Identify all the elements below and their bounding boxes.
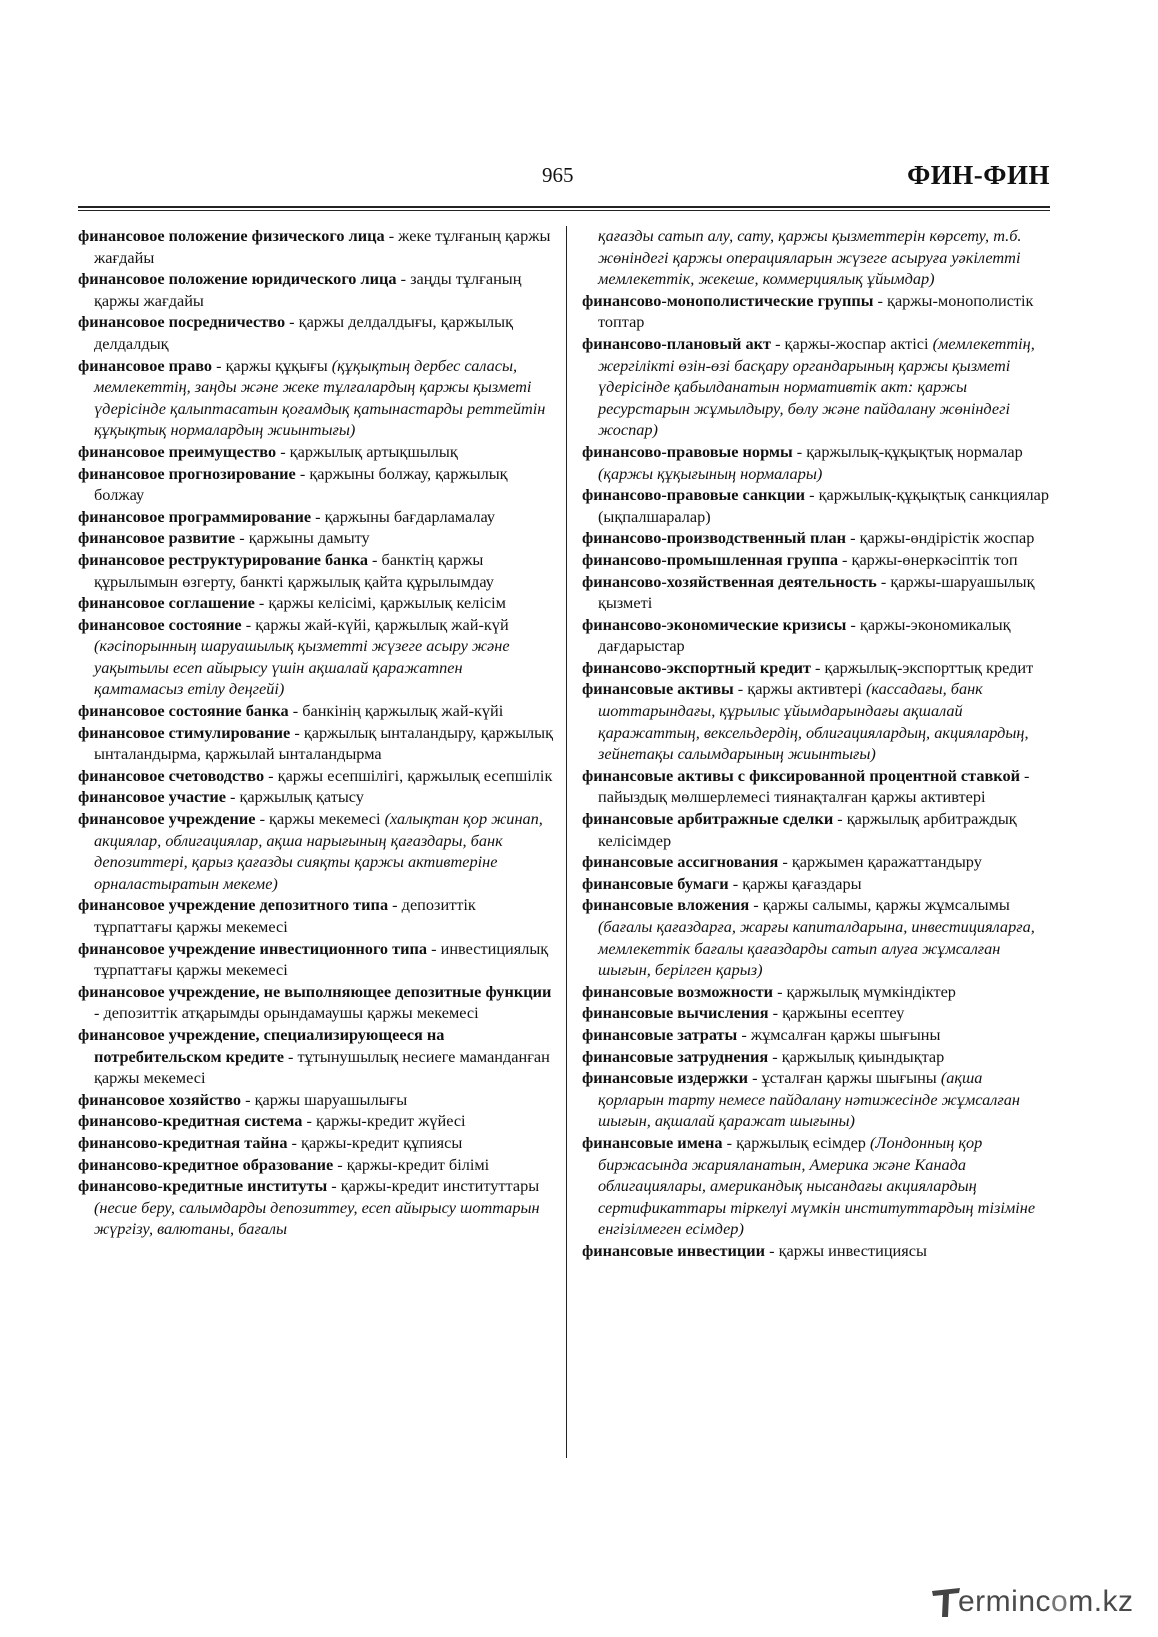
entry-definition: - қаржы инвестициясы (765, 1240, 927, 1260)
dictionary-entry (582, 549, 1050, 571)
left-column (78, 225, 554, 1240)
dictionary-entry (78, 1154, 554, 1176)
dictionary-entry (582, 1240, 1050, 1262)
dictionary-entry (78, 549, 554, 592)
dictionary-entry (582, 1046, 1050, 1068)
continued-explanation: қағазды сатып алу, сату, қаржы қызметтерін көрсету, т.б. жөніндегі қаржы операцияларын жүзеге асыруға уәкілетті мемлекеттік, жекеше, коммерциялық ұйымдар) (598, 226, 1022, 289)
dictionary-entry (78, 722, 554, 765)
dictionary-entry (78, 938, 554, 981)
entry-term: финансовые затраты (582, 1024, 738, 1044)
entry-definition: - қаржы-экономикалық дағдарыстар (598, 614, 1011, 656)
entry-term: финансово-плановый акт (582, 333, 771, 353)
entry-term: финансово-кредитные институты (78, 1176, 328, 1196)
entry-term: финансовое учреждение (78, 809, 256, 829)
dictionary-entry (78, 1132, 554, 1154)
entry-term: финансовые активы с фиксированной процентной ставкой (582, 765, 1020, 785)
entry-term: финансово-кредитное образование (78, 1154, 334, 1174)
running-head: ФИН-ФИН (907, 160, 1050, 190)
dictionary-entry (582, 678, 1050, 764)
dictionary-entry (78, 225, 554, 268)
entry-term: финансовое положение юридического лица (78, 269, 397, 289)
entry-definition: - қаржылық-құқықтық нормалар (792, 441, 1023, 461)
dictionary-entry (582, 1132, 1050, 1240)
entry-explanation: (қаржы құқығының нормалары) (598, 463, 823, 483)
entry-definition: - тұтынушылық несиеге маманданған қаржы мекемесі (94, 1046, 550, 1088)
dictionary-entry (78, 765, 554, 787)
dictionary-entry (78, 700, 554, 722)
entry-definition: - қаржымен қаражаттандыру (778, 852, 982, 872)
entry-explanation: (Лондонның қор биржасында жарияланатын, Америка және Канада облигациялары, американдық нысандағы акциялардың сертификаттары тіркелуі мүмкін институттардың тізіміне енгізілмеген есімдер) (598, 1132, 1036, 1239)
entry-term: финансовое учреждение, не выполняющее депозитные функции (78, 981, 552, 1001)
entry-term: финансовые бумаги (582, 873, 729, 893)
dictionary-entry (582, 981, 1050, 1003)
entry-definition: - қаржы мекемесі (255, 809, 385, 829)
entry-definition: - қаржылық мүмкіндіктер (773, 981, 956, 1001)
entry-term: финансово-экономические кризисы (582, 614, 847, 634)
entry-definition: - қаржы активтері (733, 679, 866, 699)
dictionary-entry (78, 614, 554, 700)
entry-definition: - қаржы келісімі, қаржылық келісім (254, 593, 506, 613)
entry-term: финансовое учреждение депозитного типа (78, 895, 389, 915)
entry-term: финансово-кредитная тайна (78, 1132, 288, 1152)
entry-term: финансовые арбитражные сделки (582, 809, 834, 829)
entry-term: финансово-промышленная группа (582, 549, 838, 569)
header-rule (78, 206, 1050, 208)
entry-definition: - қаржылық-құқықтық санкциялар (ықпалшаралар) (598, 485, 1049, 526)
entry-explanation: (несие беру, салымдарды депозиттеу, есеп айырысу шоттарын жүргізу, валютаны, бағалы (94, 1197, 540, 1239)
entry-definition: - депозиттік тұрпаттағы қаржы мекемесі (94, 895, 476, 936)
entry-term: финансовые затруднения (582, 1046, 769, 1066)
dictionary-entry (78, 506, 554, 528)
right-column (582, 225, 1050, 1262)
entry-explanation: (құқықтың дербес саласы, мемлекеттің, заңды және жеке тұлғалардың қаржы қызметі үдерісінде қалыптасатын қоғамдық қатынастарды реттейтін құқықтық нормалардың жиынтығы) (94, 355, 546, 440)
dictionary-entry (78, 592, 554, 614)
entry-definition: - инвестициялық тұрпаттағы қаржы мекемесі (94, 938, 549, 980)
entry-term: финансовое состояние банка (78, 701, 289, 721)
dictionary-entry (582, 333, 1050, 441)
entry-definition: - қаржылық қиындықтар (768, 1046, 945, 1066)
entry-definition: - қаржыны бағдарламалау (311, 506, 496, 526)
dictionary-entry (582, 1067, 1050, 1132)
entry-definition: - қаржыны болжау, қаржылық болжау (94, 463, 508, 505)
entry-explanation: (кәсіпорынның шаруашылық қызметті жүзеге асыру және уақытылы есеп айырысу үшін ақшалай қаражатпен қамтамасыз етілу деңгейі) (94, 636, 510, 699)
dictionary-entry (78, 1175, 554, 1240)
entry-term: финансовое хозяйство (78, 1089, 242, 1109)
watermark-text: ermincom.kz (958, 1585, 1134, 1618)
entry-definition: - қаржылық ынталандыру, қаржылық ынталандырма, қаржылай ынталандырма (94, 722, 554, 764)
entry-term: финансовое учреждение инвестиционного типа (78, 938, 428, 958)
entry-definition: - жеке тұлғаның қаржы жағдайы (94, 226, 551, 267)
dictionary-entry (582, 571, 1050, 614)
entry-definition: - жұмсалған қаржы шығыны (737, 1024, 941, 1044)
dictionary-entry (78, 355, 554, 441)
entry-definition: - қаржы-кредит институттары (327, 1176, 540, 1196)
entry-definition: - қаржы-өнеркәсіптік топ (837, 549, 1018, 569)
entry-definition: - банкінің қаржылық жай-күйі (288, 701, 504, 721)
entry-explanation: (халықтан қор жинап, акциялар, облигациялар, ақша нарығының қағаздары, банк депозиттері, қарыз қағазды сияқты қаржы активтеріне орналастыратын мекеме) (94, 809, 543, 893)
entry-term: финансовое соглашение (78, 593, 255, 613)
entry-term: финансово-производственный план (582, 528, 847, 548)
dictionary-entry (582, 894, 1050, 980)
entry-term: финансовые активы (582, 679, 734, 699)
dictionary-entry (582, 290, 1050, 333)
entry-definition: - қаржы делдалдығы, қаржылық делдалдық (94, 312, 514, 353)
entry-definition: - қаржылық арбитраждық келісімдер (598, 809, 1017, 850)
entry-term: финансовое счетоводство (78, 765, 265, 785)
entry-term: финансовое учреждение, специализирующееся на потребительском кредите (78, 1024, 445, 1066)
entry-term: финансовое преимущество (78, 441, 277, 461)
entry-definition: - депозиттік атқарымды орындамаушы қаржы мекемесі (94, 1003, 479, 1023)
dictionary-entry (78, 981, 554, 1024)
entry-explanation: (бағалы қағаздарға, жарғы капиталдарына, инвестицияларға, мемлекеттік бағалы қағаздарды сатып алуға жұмсалған шығын, берілген қарыз) (598, 917, 1035, 980)
entry-definition: - қаржы-кредит жүйесі (302, 1111, 466, 1131)
dictionary-entry (582, 765, 1050, 808)
dictionary-entry (582, 873, 1050, 895)
entry-term: финансовые издержки (582, 1068, 749, 1088)
entry-term: финансово-монополистические группы (582, 290, 874, 310)
dictionary-entry (582, 808, 1050, 851)
entry-definition: - қаржы шаруашылығы (241, 1089, 408, 1109)
dictionary-entry (582, 1024, 1050, 1046)
entry-term: финансовое прогнозирование (78, 463, 296, 483)
column-divider (566, 226, 567, 1458)
entry-explanation: (кассадағы, банк шоттарындағы, құрылыс ұйымдарындағы ақшалай қаражаттың, вексельдердің, облигациялардың, акциялардың, зейнетақы салымдарының жиынтығы) (598, 679, 1029, 764)
page-number: 965 (542, 163, 574, 187)
entry-term: финансовое участие (78, 787, 226, 807)
entry-term: финансовое развитие (78, 528, 236, 548)
header-rule-thin (78, 210, 1050, 211)
dictionary-entry (582, 527, 1050, 549)
dictionary-entry (78, 311, 554, 354)
entry-definition: - қаржы-жоспар актісі (771, 333, 933, 353)
dictionary-entry (78, 463, 554, 506)
entry-definition: - қаржы-кредит құпиясы (287, 1132, 463, 1152)
dictionary-entry (78, 268, 554, 311)
entry-definition: - қаржы есепшілігі, қаржылық есепшілік (264, 765, 553, 785)
entry-definition: - қаржы-монополистік топтар (598, 290, 1034, 332)
entry-term: финансовое положение физического лица (78, 226, 385, 245)
entry-term: финансовые ассигнования (582, 852, 779, 872)
dictionary-entry (78, 1024, 554, 1089)
entry-definition: - қаржы құқығы (212, 355, 332, 375)
entry-term: финансово-хозяйственная деятельность (582, 571, 877, 591)
dictionary-entry (78, 1089, 554, 1111)
entry-term: финансовые имена (582, 1132, 723, 1152)
entry-definition: - қаржы-өндірістік жоспар (846, 528, 1035, 548)
entry-explanation: (мемлекеттің, жергілікті өзін-өзі басқару органдарының қаржы қызметі үдерісінде қабылданатын нормативтік акт: қаржы ресурстарын жұмылдыру, бөлу және пайдалану жөніндегі жоспар) (598, 333, 1035, 440)
dictionary-entry (582, 614, 1050, 657)
entry-definition: - қаржы-кредит білімі (333, 1154, 490, 1174)
entry-definition: - қаржылық артықшылық (276, 441, 458, 461)
dictionary-entry (582, 657, 1050, 679)
entry-term: финансовое стимулирование (78, 722, 291, 742)
entry-definition: - қаржы-шаруашылық қызметі (598, 571, 1035, 613)
entry-definition: - қаржы қағаздары (728, 873, 862, 893)
watermark-logo (926, 1583, 1136, 1623)
entry-definition: - қаржыны дамыту (235, 528, 370, 548)
entry-definition: - заңды тұлғаның қаржы жағдайы (94, 269, 522, 310)
entry-definition: - қаржылық-экспорттық кредит (810, 657, 1034, 677)
entry-term: финансовое состояние (78, 614, 242, 634)
dictionary-entry (582, 851, 1050, 873)
dictionary-entry (78, 441, 554, 463)
entry-term: финансовые возможности (582, 981, 773, 1001)
entry-term: финансово-правовые нормы (582, 441, 793, 461)
entry-term: финансовые вложения (582, 895, 750, 915)
dictionary-entry (78, 786, 554, 808)
entry-definition: - қаржыны есептеу (768, 1003, 905, 1023)
entry-definition: - пайыздық мөлшерлемесі тиянақталған қаржы активтері (598, 765, 1030, 807)
entry-term: финансово-кредитная система (78, 1111, 303, 1131)
dictionary-entry (78, 1110, 554, 1132)
entry-term: финансовые инвестиции (582, 1240, 766, 1260)
dictionary-entry (78, 527, 554, 549)
dictionary-entry (78, 808, 554, 894)
entry-term: финансовое программирование (78, 506, 312, 526)
entry-term: финансовые вычисления (582, 1003, 769, 1023)
dictionary-entry (78, 894, 554, 937)
entry-term: финансовое посредничество (78, 312, 286, 332)
entry-definition: - қаржы салымы, қаржы жұмсалымы (749, 895, 1010, 915)
entry-term: финансовое реструктурирование банка (78, 549, 368, 569)
entry-definition: - қаржылық есімдер (722, 1132, 871, 1152)
dictionary-entry (582, 1002, 1050, 1024)
dictionary-entry (582, 484, 1050, 527)
entry-definition: - банктің қаржы құрылымын өзгерту, банкті қаржылық қайта құрылымдау (94, 549, 494, 591)
entry-definition: - қаржы жай-күйі, қаржылық жай-күй (241, 614, 509, 634)
dictionary-entry (582, 441, 1050, 484)
entry-explanation: (ақша қорларын тарту немесе пайдалану нәтижесінде жұмсалған шығын, ақшалай қаражат шығыны) (598, 1068, 1020, 1131)
entry-definition: - ұсталған қаржы шығыны (748, 1068, 941, 1088)
entry-term: финансовое право (78, 355, 213, 375)
entry-definition: - қаржылық қатысу (225, 787, 364, 807)
entry-term: финансово-экспортный кредит (582, 657, 811, 677)
entry-term: финансово-правовые санкции (582, 485, 806, 505)
